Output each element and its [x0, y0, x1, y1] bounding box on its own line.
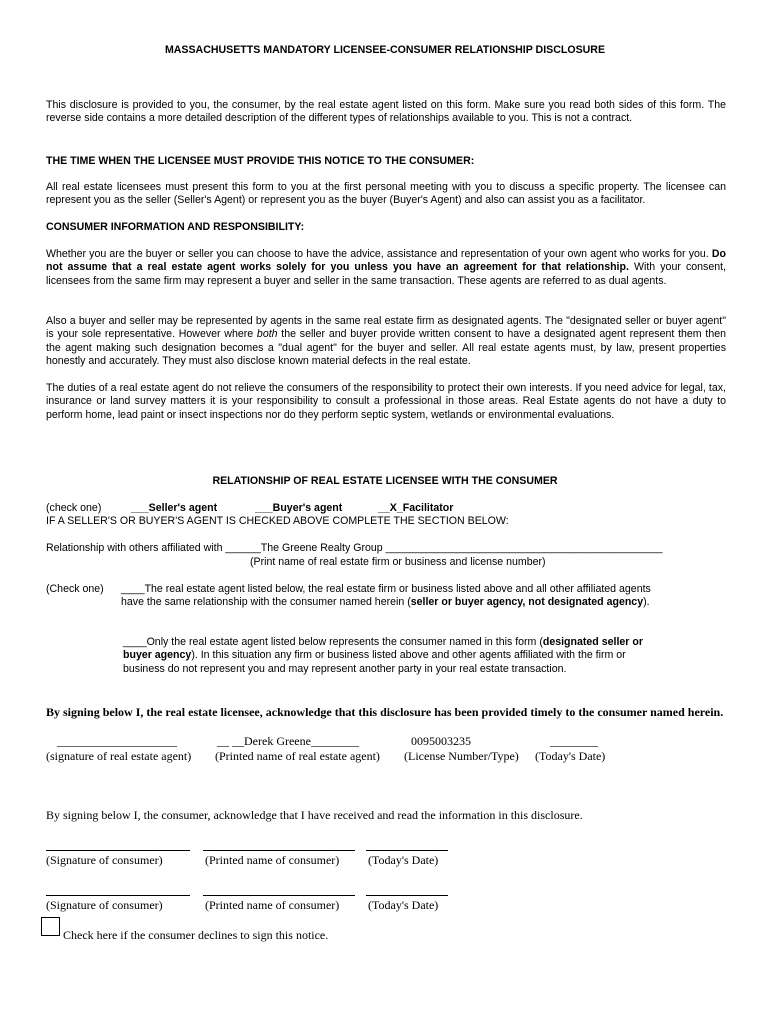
- opt2-bold: designated seller or buyer agency: [123, 636, 643, 662]
- intro-paragraph: This disclosure is provided to you, the consumer, by the real estate agent listed on this form. Make sure you read both sides of this form. The reverse side contains a more detailed description of the different types of relationships available to you. This is not a contract.: [46, 99, 726, 125]
- consumer-paragraph-1: [46, 248, 726, 288]
- consumer-1-date-line[interactable]: [366, 850, 448, 851]
- licensee-acknowledgement: By signing below I, the real estate licensee, acknowledge that this disclosure has been provided timely to the consumer named herein.: [46, 705, 724, 719]
- relationship-instruction: IF A SELLER'S OR BUYER'S AGENT IS CHECKED ABOVE COMPLETE THE SECTION BELOW:: [46, 515, 509, 527]
- agent-signature-line[interactable]: ____________________: [57, 734, 177, 748]
- opt1-text-b: ).: [643, 596, 650, 609]
- consumer-2-date-caption: (Today's Date): [368, 898, 439, 912]
- agent-date-line[interactable]: ________: [550, 734, 598, 748]
- option-same-relationship[interactable]: [121, 583, 651, 610]
- option-sellers-agent[interactable]: ___Seller's agent: [131, 502, 218, 514]
- agent-signature-caption: (signature of real estate agent): [46, 749, 192, 763]
- decline-label: Check here if the consumer declines to sign this notice.: [63, 928, 329, 942]
- firm-caption: (Print name of real estate firm or business and license number): [250, 556, 546, 568]
- relationship-heading: RELATIONSHIP OF REAL ESTATE LICENSEE WITH THE CONSUMER: [212, 475, 558, 487]
- license-caption: (License Number/Type): [404, 749, 519, 763]
- firm-name-line: _______________________________________________: [385, 542, 663, 554]
- consumer-2-name-line[interactable]: [203, 895, 355, 896]
- consumer-2-name-caption: (Printed name of consumer): [205, 898, 340, 912]
- consumer-2-signature-line[interactable]: [46, 895, 190, 896]
- opt1-text-a: ____The real estate agent listed below, the real estate firm or business listed above and all other affiliated agents have the same relationship with the consumer named herein (: [121, 583, 651, 609]
- consumer-1-date-caption: (Today's Date): [368, 853, 439, 867]
- agent-printed-name[interactable]: __ __Derek Greene________: [217, 734, 359, 748]
- consumer-2-signature-caption: (Signature of consumer): [46, 898, 163, 912]
- consumer-1-signature-line[interactable]: [46, 850, 190, 851]
- decline-checkbox[interactable]: [41, 917, 60, 936]
- consumer-1-name-line[interactable]: [203, 850, 355, 851]
- firm-name-field[interactable]: The Greene Realty Group: [260, 542, 383, 554]
- consumer-p1-text-a: Whether you are the buyer or seller you can choose to have the advice, assistance and representation of your own agent who works for you.: [46, 248, 712, 260]
- section-time-heading: THE TIME WHEN THE LICENSEE MUST PROVIDE THIS NOTICE TO THE CONSUMER:: [46, 155, 475, 167]
- section-time-body: All real estate licensees must present this form to you at the first personal meeting with you to discuss a specific property. The licensee can represent you as the seller (Seller's Agent) or represent you as the buyer (Buyer's Agent) and also can assist you as a facilitator.: [46, 181, 726, 207]
- opt2-text-b: ). In this situation any firm or business listed above and other agents affiliated with the firm or business do not represent you and may represent another party in your real estate transaction.: [123, 649, 626, 675]
- consumer-paragraph-3: The duties of a real estate agent do not relieve the consumers of the responsibility to protect their own interests. If you need advice for legal, tax, insurance or land survey matters it is your responsibility to consult a professional in those areas. Real Estate agents do not have a duty to perform home, lead paint or insect inspections nor do they perform septic system, wetlands or environmental evaluations.: [46, 382, 726, 421]
- consumer-2-date-line[interactable]: [366, 895, 448, 896]
- consumer-1-signature-caption: (Signature of consumer): [46, 853, 163, 867]
- affiliated-label: Relationship with others affiliated with ______: [46, 542, 261, 554]
- affiliated-line: [46, 542, 663, 555]
- agent-date-caption: (Today's Date): [535, 749, 606, 763]
- section-consumer-heading: CONSUMER INFORMATION AND RESPONSIBILITY:: [46, 221, 305, 233]
- opt2-text-a: ____Only the real estate agent listed below represents the consumer named in this form (: [123, 636, 543, 648]
- consumer-1-name-caption: (Printed name of consumer): [205, 853, 340, 867]
- consumer-p2-italic: both: [256, 328, 278, 341]
- check-one-label: (check one): [46, 502, 102, 514]
- document-title: MASSACHUSETTS MANDATORY LICENSEE-CONSUMER RELATIONSHIP DISCLOSURE: [164, 44, 606, 56]
- option-facilitator[interactable]: __X_Facilitator: [378, 502, 454, 514]
- check-one-label-2: (Check one): [46, 583, 104, 595]
- consumer-p1-text-b: With your consent, licensees from the same firm may represent a buyer and seller in the same transaction. These agents are referred to as dual agents.: [46, 261, 726, 287]
- agent-name-caption: (Printed name of real estate agent): [215, 749, 380, 763]
- consumer-p1-bold: Do not assume that a real estate agent works solely for you unless you have an agreement for that relationship.: [46, 248, 726, 274]
- opt1-bold: seller or buyer agency, not designated agency: [410, 596, 644, 609]
- agent-license-number[interactable]: 0095003235: [411, 734, 471, 748]
- option-designated-agent[interactable]: [123, 636, 643, 676]
- consumer-p2-text-a: Also a buyer and seller may be represented by agents in the same real estate firm as designated agents. The "designated seller or buyer agent" is your sole representative. However where: [46, 315, 726, 341]
- option-buyers-agent[interactable]: ___Buyer's agent: [255, 502, 343, 514]
- consumer-acknowledgement: By signing below I, the consumer, acknowledge that I have received and read the information in this disclosure.: [46, 808, 583, 822]
- consumer-p2-text-b: the seller and buyer provide written consent to have a designated agent represent them then the agent making such designation becomes a "dual agent" for the buyer and seller. All real estate agents must, by law, present properties honestly and accurately. They must also disclose known material defects in the real estate.: [46, 328, 726, 368]
- consumer-paragraph-2: [46, 315, 726, 369]
